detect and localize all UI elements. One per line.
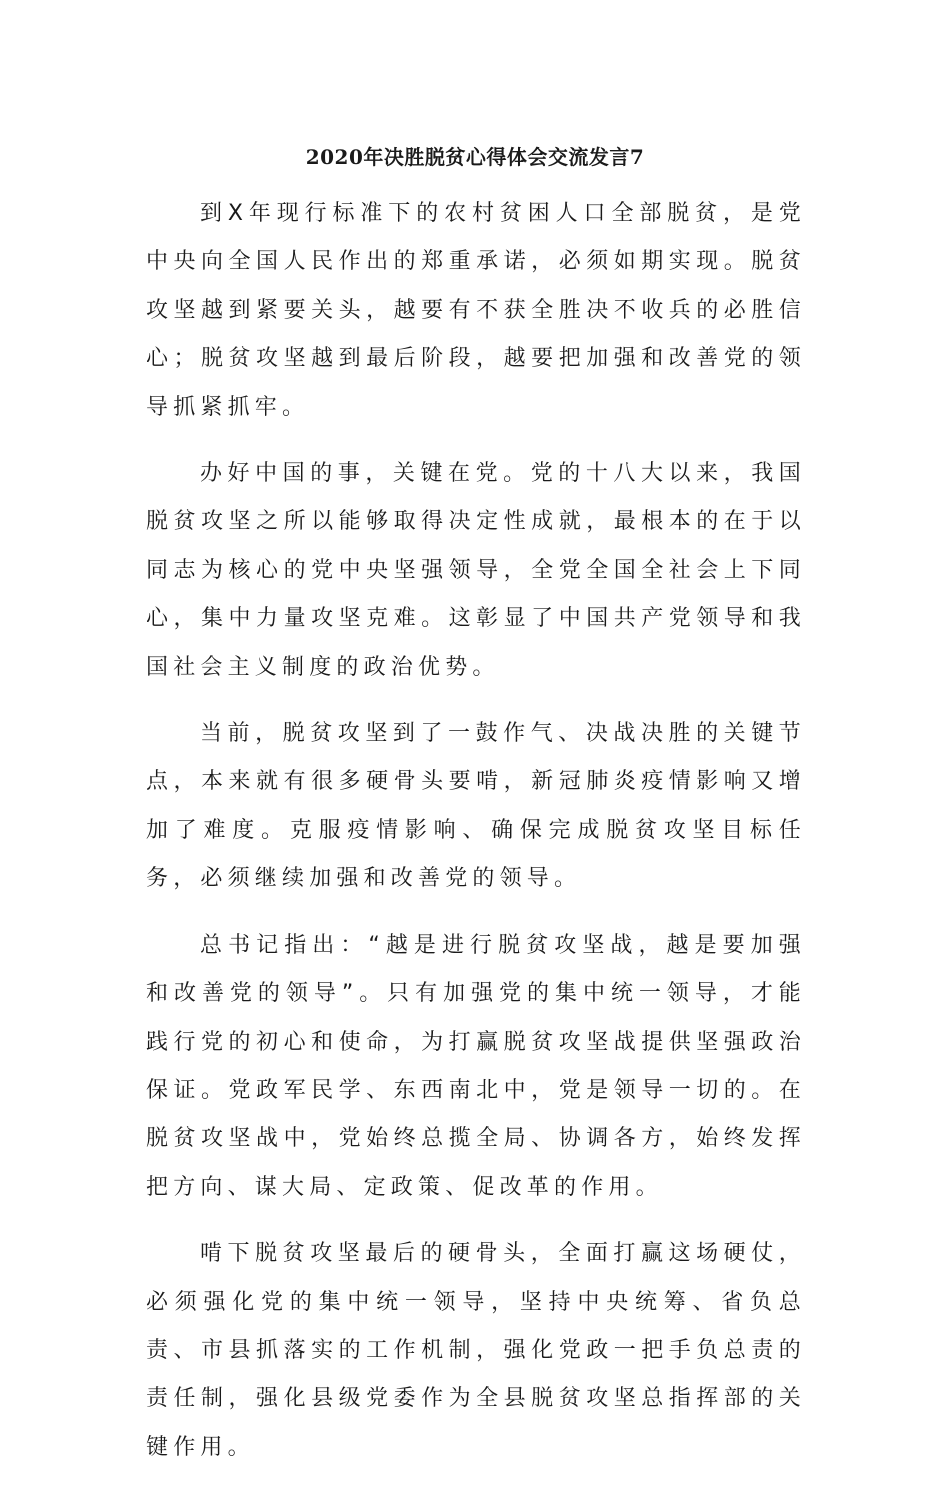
document-body [146, 190, 806, 1490]
paragraph: 当前，脱贫攻坚到了一鼓作气、决战决胜的关键节点，本来就有很多硬骨头要啃，新冠肺炎疫情影响又增加了难度。克服疫情影响、确保完成脱贫攻坚目标任务，必须继续加强和改善党的领导。 [146, 721, 806, 892]
document-title: 2020年决胜脱贫心得体会交流发言7 [305, 145, 645, 169]
paragraph: 到X年现行标准下的农村贫困人口全部脱贫，是党中央向全国人民作出的郑重承诺，必须如期实现。脱贫攻坚越到紧要关头，越要有不获全胜决不收兵的必胜信心；脱贫攻坚越到最后阶段，越要把加强和改善党的领导抓紧抓牢。 [146, 201, 806, 420]
paragraph: 啃下脱贫攻坚最后的硬骨头，全面打赢这场硬仗，必须强化党的集中统一领导，坚持中央统筹、省负总责、市县抓落实的工作机制，强化党政一把手负总责的责任制，强化县级党委作为全县脱贫攻坚总指挥部的关键作用。 [146, 1241, 806, 1460]
paragraph: 总书记指出：“越是进行脱贫攻坚战，越是要加强和改善党的领导”。只有加强党的集中统一领导，才能践行党的初心和使命，为打赢脱贫攻坚战提供坚强政治保证。党政军民学、东西南北中，党是领导一切的。在脱贫攻坚战中，党始终总揽全局、协调各方，始终发挥把方向、谋大局、定政策、促改革的作用。 [146, 932, 806, 1200]
paragraph: 办好中国的事，关键在党。党的十八大以来，我国脱贫攻坚之所以能够取得决定性成就，最根本的在于以同志为核心的党中央坚强领导，全党全国全社会上下同心，集中力量攻坚克难。这彰显了中国共产党领导和我国社会主义制度的政治优势。 [146, 461, 806, 680]
